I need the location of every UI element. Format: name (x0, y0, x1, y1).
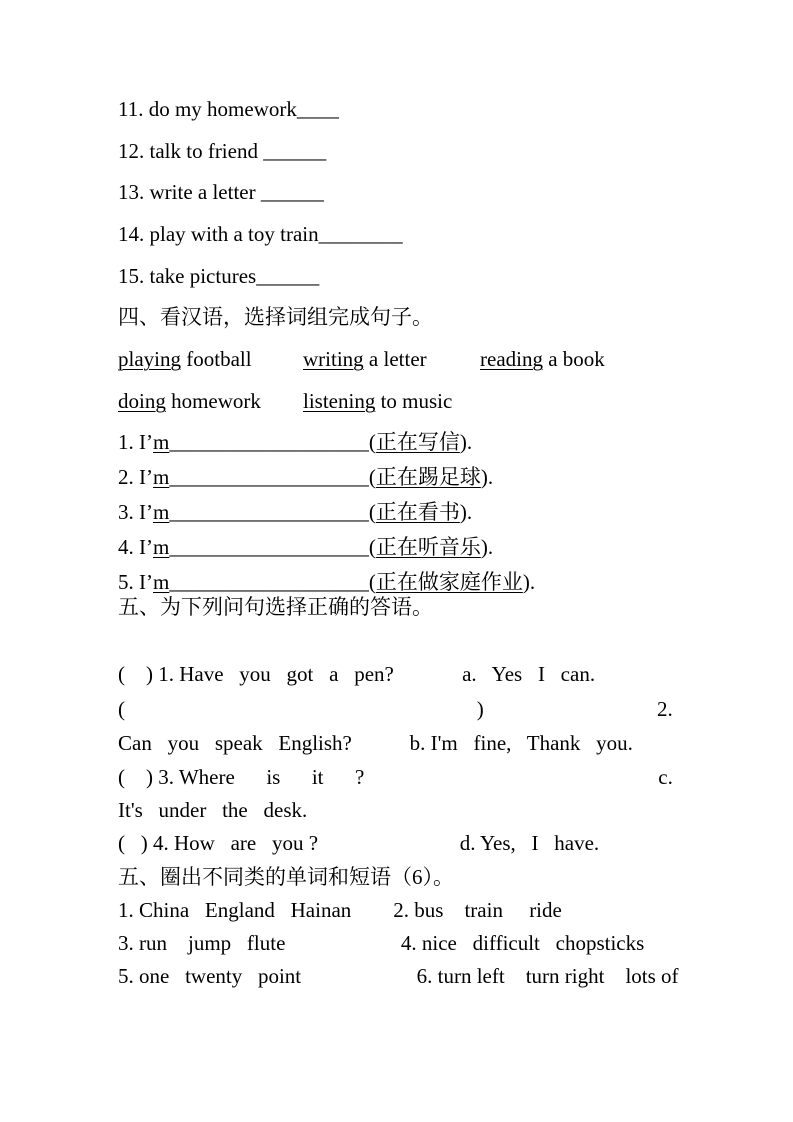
phrase-line-15: 15. take pictures______ (118, 264, 320, 288)
phrase-line-11: 11. do my homework____ (118, 97, 339, 121)
sentence-prefix: 2. I’ (118, 465, 153, 489)
word-bank-underlined: playing (118, 347, 181, 371)
paren-close: ). (480, 465, 494, 489)
sentence-item-2 (118, 466, 493, 488)
category-row-2: 3. run jump flute 4. nice difficult chopsticks (118, 931, 645, 955)
match-line-3: Can you speak English? b. I'm fine, Thank you. (118, 731, 633, 755)
paren-open: ( (368, 465, 376, 489)
section4-title: 四、看汉语，选择词组完成句子。 (118, 305, 433, 329)
word-bank-underlined: doing (118, 389, 166, 413)
answer-blank: ___________________ (169, 570, 369, 594)
paren-open: ( (368, 570, 376, 594)
underlined-m: m (153, 535, 170, 559)
word-bank-row-1 (118, 348, 605, 370)
word-bank-item-reading (480, 348, 605, 370)
word-bank-underlined: listening (303, 389, 376, 413)
match-line-5: It's under the desk. (118, 798, 308, 822)
category-row-1: 1. China England Hainan 2. bus train ride (118, 898, 562, 922)
sentence-prefix: 4. I’ (118, 535, 153, 559)
sentence-prefix: 5. I’ (118, 570, 153, 594)
sentence-item-4 (118, 536, 493, 558)
chinese-hint: 正在看书 (375, 500, 460, 524)
word-bank-rest: football (181, 347, 252, 371)
word-bank-item-writing (303, 348, 480, 370)
sentence-item-1 (118, 431, 472, 453)
word-bank-underlined: reading (480, 347, 543, 371)
chinese-hint: 正在踢足球 (375, 465, 481, 489)
word-bank-rest: to music (375, 389, 453, 413)
phrase-line-12: 12. talk to friend ______ (118, 139, 327, 163)
word-bank-rest: a letter (363, 347, 427, 371)
sentence-prefix: 3. I’ (118, 500, 153, 524)
paren-open: ( (368, 430, 376, 454)
underlined-m: m (153, 465, 170, 489)
word-bank-underlined: writing (303, 347, 364, 371)
match-line-1: ( ) 1. Have you got a pen? a. Yes I can. (118, 662, 596, 686)
paren-close: ). (459, 430, 473, 454)
paren-close: ). (480, 535, 494, 559)
category-row-3: 5. one twenty point 6. turn left turn right lots of (118, 964, 679, 988)
section6-title: 五、圈出不同类的单词和短语（6）。 (118, 865, 454, 889)
paren-close: ). (459, 500, 473, 524)
paren-open: ( (368, 535, 376, 559)
sentence-item-5 (118, 571, 535, 593)
answer-blank: ___________________ (169, 535, 369, 559)
chinese-hint: 正在听音乐 (375, 535, 481, 559)
sentence-prefix: 1. I’ (118, 430, 153, 454)
paren-open: ( (368, 500, 376, 524)
word-bank-rest: a book (542, 347, 605, 371)
match-line-6: ( ) 4. How are you ? d. Yes, I have. (118, 831, 600, 855)
phrase-line-14: 14. play with a toy train________ (118, 222, 403, 246)
underlined-m: m (153, 500, 170, 524)
word-bank-rest: homework (165, 389, 261, 413)
word-bank-item-listening (303, 390, 452, 412)
underlined-m: m (153, 430, 170, 454)
phrase-line-13: 13. write a letter ______ (118, 180, 324, 204)
word-bank-item-playing (118, 348, 303, 370)
match-line-2: ( ) 2. (118, 697, 673, 721)
word-bank-row-2 (118, 390, 452, 412)
chinese-hint: 正在写信 (375, 430, 460, 454)
sentence-item-3 (118, 501, 472, 523)
answer-blank: ___________________ (169, 430, 369, 454)
paren-close: ). (522, 570, 536, 594)
chinese-hint: 正在做家庭作业 (375, 570, 523, 594)
match-line-4: ( ) 3. Where is it ? c. (118, 765, 673, 789)
answer-blank: ___________________ (169, 500, 369, 524)
underlined-m: m (153, 570, 170, 594)
word-bank-item-doing (118, 390, 303, 412)
answer-blank: ___________________ (169, 465, 369, 489)
section5-title: 五、为下列问句选择正确的答语。 (118, 595, 433, 619)
